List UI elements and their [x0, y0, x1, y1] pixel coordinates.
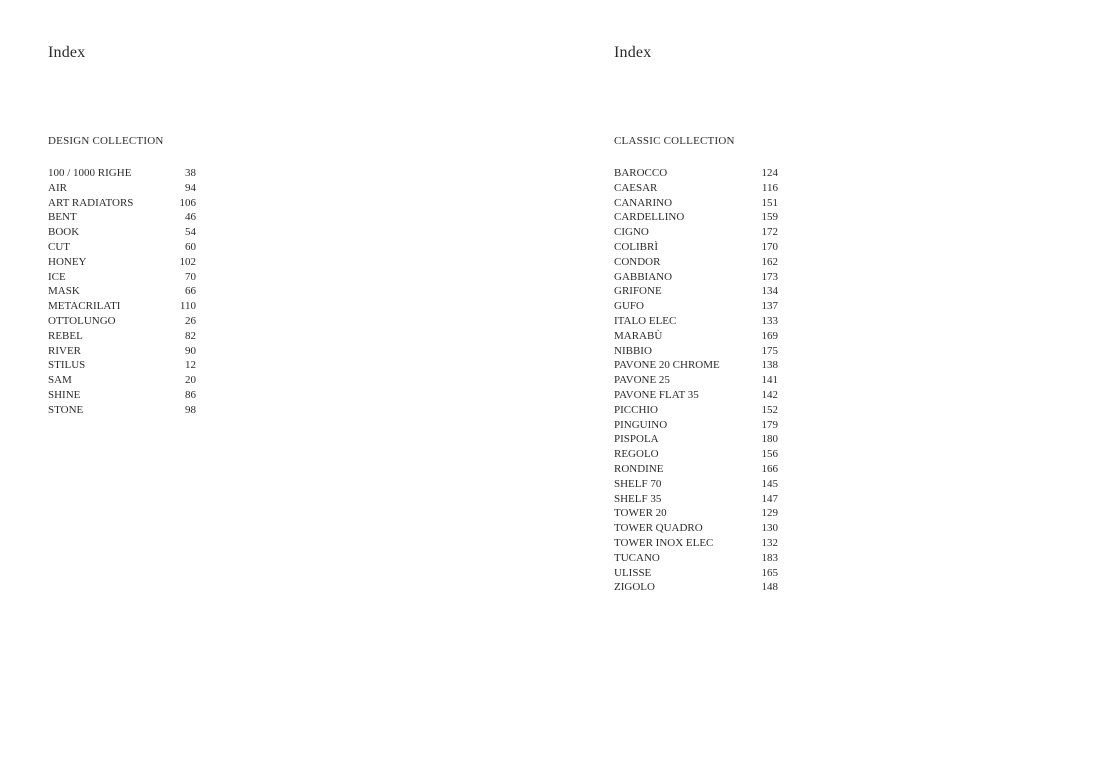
index-entry — [48, 181, 196, 196]
entry-page-number: 137 — [761, 300, 778, 313]
entry-page-number: 162 — [761, 255, 778, 268]
index-entry — [614, 181, 778, 196]
entry-page-number: 173 — [761, 270, 778, 283]
entry-page-number: 165 — [761, 566, 778, 579]
entry-name: PICCHIO — [614, 403, 659, 416]
index-entry — [614, 284, 778, 299]
index-entry — [614, 506, 778, 521]
entry-page-number: 54 — [185, 226, 196, 239]
index-entry — [614, 299, 778, 314]
index-entry — [48, 314, 196, 329]
entry-page-number: 46 — [185, 211, 196, 224]
entry-page-number: 151 — [761, 196, 778, 209]
entry-name: CUT — [48, 240, 70, 253]
index-entry — [48, 403, 196, 418]
index-entry — [614, 240, 778, 255]
index-entry — [48, 388, 196, 403]
index-list — [48, 166, 196, 418]
index-entry — [614, 580, 778, 595]
index-entry — [48, 166, 196, 181]
entry-name: CAESAR — [614, 181, 658, 194]
collection-heading: CLASSIC COLLECTION — [614, 135, 735, 147]
entry-page-number: 129 — [761, 507, 778, 520]
entry-name: TOWER QUADRO — [614, 522, 703, 535]
entry-name: PAVONE 20 CHROME — [614, 359, 720, 372]
page-title: Index — [48, 44, 86, 61]
entry-name: RONDINE — [614, 462, 664, 475]
entry-name: SAM — [48, 374, 72, 387]
index-entry — [614, 462, 778, 477]
entry-name: MARABÙ — [614, 329, 663, 342]
entry-page-number: 147 — [761, 492, 778, 505]
index-entry — [614, 418, 778, 433]
entry-name: ART RADIATORS — [48, 196, 134, 209]
entry-page-number: 12 — [185, 359, 196, 372]
entry-name: AIR — [48, 181, 67, 194]
entry-page-number: 102 — [179, 255, 196, 268]
entry-page-number: 26 — [185, 314, 196, 327]
entry-name: TOWER 20 — [614, 507, 667, 520]
entry-name: COLIBRÌ — [614, 240, 658, 253]
index-entry — [614, 477, 778, 492]
index-entry — [614, 255, 778, 270]
entry-page-number: 179 — [761, 418, 778, 431]
entry-name: BOOK — [48, 226, 80, 239]
entry-page-number: 90 — [185, 344, 196, 357]
index-entry — [48, 344, 196, 359]
index-entry — [614, 403, 778, 418]
entry-name: SHINE — [48, 388, 81, 401]
entry-name: RIVER — [48, 344, 81, 357]
entry-page-number: 134 — [761, 285, 778, 298]
entry-page-number: 98 — [185, 403, 196, 416]
index-entry — [614, 388, 778, 403]
index-entry — [48, 255, 196, 270]
index-entry — [48, 210, 196, 225]
entry-page-number: 183 — [761, 551, 778, 564]
entry-page-number: 66 — [185, 285, 196, 298]
entry-name: ICE — [48, 270, 66, 283]
entry-page-number: 82 — [185, 329, 196, 342]
index-entry — [48, 196, 196, 211]
entry-page-number: 38 — [185, 167, 196, 179]
entry-name: GUFO — [614, 300, 644, 313]
index-entry — [48, 358, 196, 373]
entry-name: BENT — [48, 211, 77, 224]
entry-name: CONDOR — [614, 255, 661, 268]
collection-heading: DESIGN COLLECTION — [48, 135, 164, 147]
entry-page-number: 20 — [185, 374, 196, 387]
entry-name: HONEY — [48, 255, 87, 268]
entry-page-number: 159 — [761, 211, 778, 224]
entry-page-number: 60 — [185, 240, 196, 253]
entry-name: OTTOLUNGO — [48, 314, 116, 327]
entry-name: STILUS — [48, 359, 86, 372]
entry-page-number: 133 — [761, 314, 778, 327]
entry-name: MASK — [48, 285, 80, 298]
entry-name: ZIGOLO — [614, 581, 655, 594]
entry-name: PINGUINO — [614, 418, 668, 431]
entry-page-number: 130 — [761, 522, 778, 535]
entry-page-number: 180 — [761, 433, 778, 446]
entry-name: GABBIANO — [614, 270, 673, 283]
index-entry — [614, 270, 778, 285]
entry-name: CIGNO — [614, 226, 649, 239]
entry-name: 100 / 1000 RIGHE — [48, 167, 132, 179]
index-entry — [48, 240, 196, 255]
entry-page-number: 110 — [179, 300, 196, 313]
entry-name: TUCANO — [614, 551, 660, 564]
entry-page-number: 156 — [761, 448, 778, 461]
entry-name: SHELF 70 — [614, 477, 662, 490]
index-entry — [48, 284, 196, 299]
index-entry — [614, 566, 778, 581]
entry-page-number: 70 — [185, 270, 196, 283]
entry-name: PISPOLA — [614, 433, 659, 446]
entry-name: TOWER INOX ELEC — [614, 536, 714, 549]
entry-name: GRIFONE — [614, 285, 662, 298]
index-entry — [614, 447, 778, 462]
index-entry — [614, 329, 778, 344]
entry-page-number: 106 — [179, 196, 196, 209]
entry-page-number: 142 — [761, 388, 778, 401]
index-entry — [614, 432, 778, 447]
entry-name: ULISSE — [614, 566, 652, 579]
entry-page-number: 166 — [761, 462, 778, 475]
index-entry — [614, 344, 778, 359]
index-entry — [614, 210, 778, 225]
index-entry — [48, 329, 196, 344]
entry-page-number: 124 — [761, 167, 778, 179]
entry-name: CANARINO — [614, 196, 673, 209]
entry-page-number: 175 — [761, 344, 778, 357]
index-entry — [614, 314, 778, 329]
entry-page-number: 94 — [185, 181, 196, 194]
entry-name: SHELF 35 — [614, 492, 662, 505]
entry-name: PAVONE FLAT 35 — [614, 388, 699, 401]
index-entry — [614, 166, 778, 181]
index-entry — [614, 196, 778, 211]
index-entry — [48, 225, 196, 240]
entry-page-number: 152 — [761, 403, 778, 416]
entry-name: NIBBIO — [614, 344, 652, 357]
entry-name: STONE — [48, 403, 84, 416]
entry-name: CARDELLINO — [614, 211, 685, 224]
entry-page-number: 86 — [185, 388, 196, 401]
entry-page-number: 148 — [761, 581, 778, 594]
index-entry — [614, 225, 778, 240]
entry-page-number: 132 — [761, 536, 778, 549]
entry-page-number: 116 — [761, 181, 778, 194]
entry-page-number: 141 — [761, 374, 778, 387]
entry-page-number: 145 — [761, 477, 778, 490]
index-entry — [614, 373, 778, 388]
index-list — [614, 166, 778, 595]
index-entry — [48, 270, 196, 285]
index-entry — [614, 492, 778, 507]
entry-page-number: 170 — [761, 240, 778, 253]
entry-name: ITALO ELEC — [614, 314, 677, 327]
index-entry — [614, 536, 778, 551]
entry-page-number: 172 — [761, 226, 778, 239]
index-entry — [614, 358, 778, 373]
index-entry — [614, 521, 778, 536]
entry-page-number: 138 — [761, 359, 778, 372]
index-entry — [48, 299, 196, 314]
entry-page-number: 169 — [761, 329, 778, 342]
page-title: Index — [614, 44, 652, 61]
entry-name: METACRILATI — [48, 300, 121, 313]
index-entry — [614, 551, 778, 566]
entry-name: BAROCCO — [614, 167, 668, 179]
entry-name: PAVONE 25 — [614, 374, 670, 387]
entry-name: REGOLO — [614, 448, 659, 461]
entry-name: REBEL — [48, 329, 83, 342]
index-entry — [48, 373, 196, 388]
